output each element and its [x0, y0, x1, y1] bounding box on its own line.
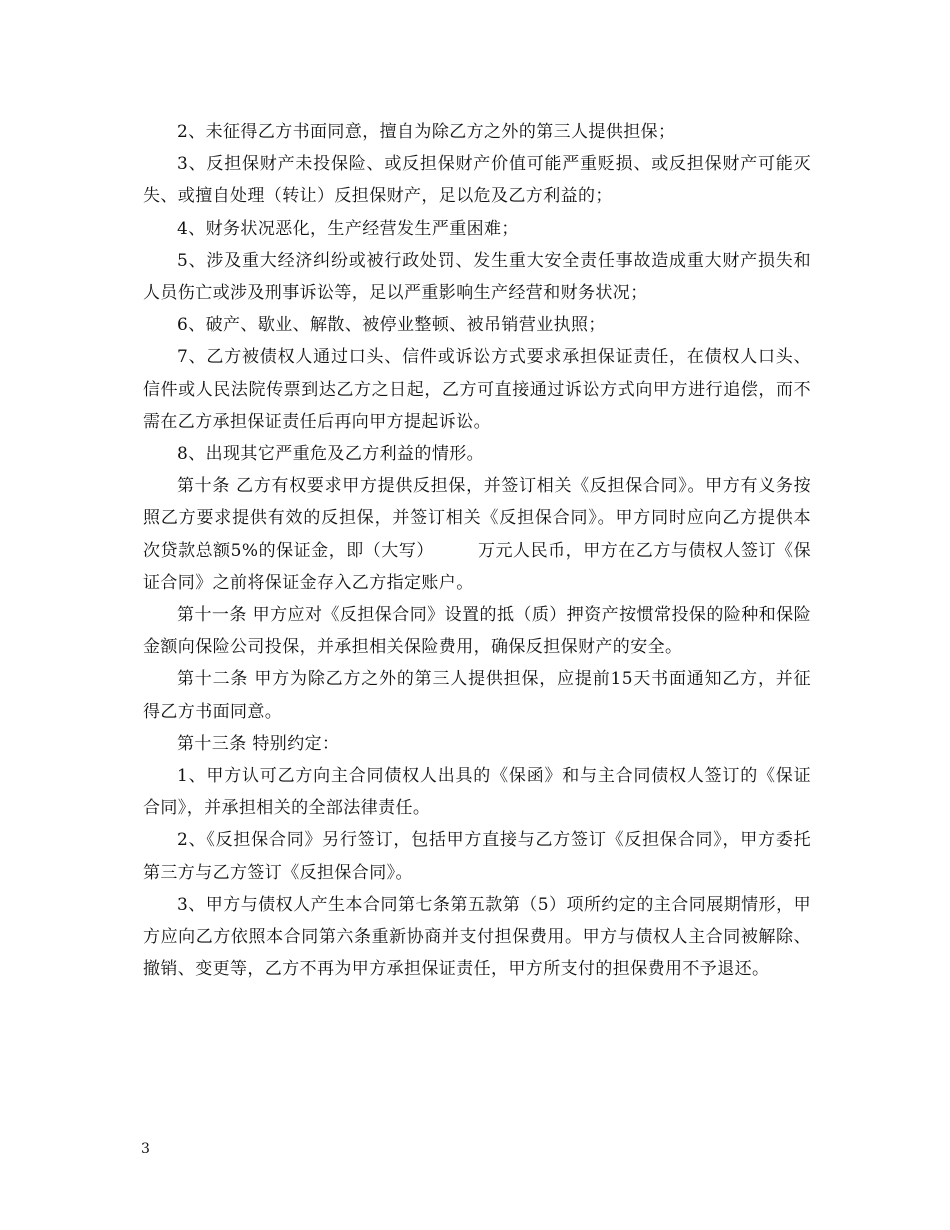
page-number: 3	[141, 1141, 150, 1157]
document-body	[143, 116, 811, 985]
paragraph-special-3: 3、甲方与债权人产生本合同第七条第五款第（5）项所约定的主合同展期情形，甲方应向乙方依照本合同第六条重新协商并支付担保费用。甲方与债权人主合同被解除、撤销、变更等，乙方不再为甲方承担保证责任，甲方所支付的担保费用不予退还。	[143, 894, 811, 980]
paragraph-special-1: 1、甲方认可乙方向主合同债权人出具的《保函》和与主合同债权人签订的《保证合同》，并承担相关的全部法律责任。	[143, 766, 811, 819]
paragraph-special-2: 2、《反担保合同》另行签订，包括甲方直接与乙方签订《反担保合同》，甲方委托第三方与乙方签订《反担保合同》。	[143, 830, 811, 883]
paragraph-clause-2: 2、未征得乙方书面同意，擅自为除乙方之外的第三人提供担保；	[177, 122, 676, 142]
paragraph-clause-3: 3、反担保财产未投保险、或反担保财产价值可能严重贬损、或反担保财产可能灭失、或擅自处理（转让）反担保财产，足以危及乙方利益的；	[143, 154, 811, 207]
paragraph-clause-5: 5、涉及重大经济纠纷或被行政处罚、发生重大安全责任事故造成重大财产损失和人员伤亡或涉及刑事诉讼等，足以严重影响生产经营和财务状况；	[143, 250, 811, 304]
paragraph-clause-7: 7、乙方被债权人通过口头、信件或诉讼方式要求承担保证责任，在债权人口头、信件或人民法院传票到达乙方之日起，乙方可直接通过诉讼方式向甲方进行追偿，而不需在乙方承担保证责任后再向甲方提起诉讼。	[143, 347, 811, 432]
paragraph-article-12: 第十二条 甲方为除乙方之外的第三人提供担保，应提前15天书面通知乙方，并征得乙方书面同意。	[143, 669, 811, 722]
paragraph-article-11: 第十一条 甲方应对《反担保合同》设置的抵（质）押资产按惯常投保的险种和保险金额向保险公司投保，并承担相关保险费用，确保反担保财产的安全。	[143, 605, 811, 658]
paragraph-clause-6: 6、破产、歇业、解散、被停业整顿、被吊销营业执照；	[177, 315, 606, 336]
paragraph-article-10: 第十条 乙方有权要求甲方提供反担保，并签订相关《反担保合同》。甲方有义务按照乙方要求提供有效的反担保，并签订相关《反担保合同》。甲方同时应向乙方提供本次贷款总额5%的保证金，即（大写） 万元人民币，甲方在乙方与债权人签订《保证合同》之前将保证金存入乙方指定账户。	[143, 476, 811, 593]
paragraph-article-13-heading: 第十三条 特别约定：	[177, 733, 340, 754]
paragraph-clause-4: 4、财务状况恶化，生产经营发生严重困难；	[177, 218, 519, 239]
paragraph-clause-8: 8、出现其它严重危及乙方利益的情形。	[177, 444, 485, 465]
